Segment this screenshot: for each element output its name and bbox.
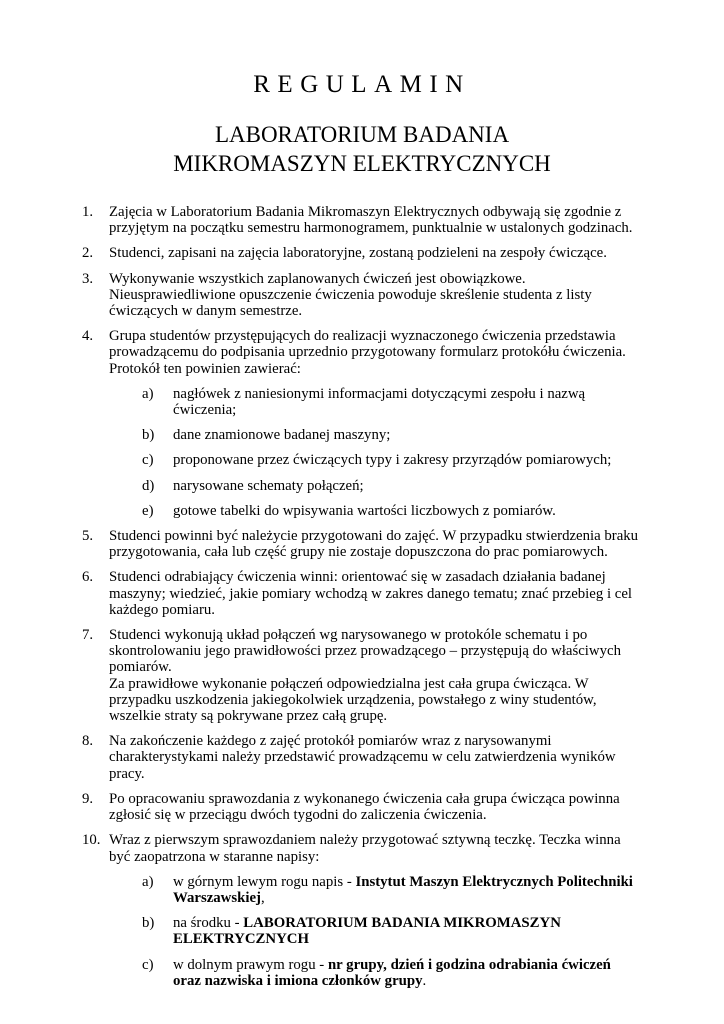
rule-number: 4. bbox=[82, 328, 94, 345]
rule-extra-text: Za prawidłowe wykonanie połączeń odpowiedzialna jest cała grupa ćwicząca. W przypadku uszkodzenia jakiegokolwiek urządzenia, powstałego z winy studentów, wszelkie straty są pokrywane przez całą grupę. bbox=[109, 675, 597, 725]
sub-list-item bbox=[109, 386, 642, 418]
sub-item-text: proponowane przez ćwiczących typy i zakresy przyrządów pomiarowych; bbox=[173, 452, 612, 469]
sub-item-text: dane znamionowe badanej maszyny; bbox=[173, 427, 391, 444]
rule-text: Zajęcia w Laboratorium Badania Mikromaszyn Elektrycznych odbywają się zgodnie z przyjętym na początku semestru harmonogramem, punktualnie w ustalonych godzinach. bbox=[109, 204, 633, 237]
rule-text: Po opracowaniu sprawozdania z wykonanego ćwiczenia cała grupa ćwicząca powinna zgłosić się w przeciągu dwóch tygodni do zaliczenia ćwiczenia. bbox=[109, 790, 620, 824]
sub-list-item bbox=[109, 915, 642, 947]
rule-item bbox=[82, 204, 642, 236]
sub-item-letter: c) bbox=[142, 956, 154, 973]
rules-list bbox=[82, 204, 642, 998]
rule-item bbox=[82, 271, 642, 320]
rule-text: Na zakończenie każdego z zajęć protokół pomiarów wraz z narysowanymi charakterystykami należy przedstawić prowadzącemu w celu zatwierdzenia wyników pracy. bbox=[109, 733, 616, 782]
protocol-contents-list bbox=[109, 386, 642, 519]
sub-item-letter: b) bbox=[142, 915, 155, 932]
sub-list-item bbox=[109, 503, 642, 519]
rule-item bbox=[82, 528, 642, 560]
document-title: REGULAMIN bbox=[253, 71, 471, 98]
sub-item-text: na środku - bbox=[173, 915, 244, 932]
rule-item bbox=[82, 245, 642, 261]
rule-text: Studenci odrabiający ćwiczenia winni: orientować się w zasadach działania badanej maszyny; wiedzieć, jakie pomiary wchodzą w zakres danego tematu; znać przebieg i cel każdego pomiaru. bbox=[109, 569, 632, 618]
rule-number: 8. bbox=[82, 733, 94, 750]
sub-list-item bbox=[109, 957, 642, 989]
rule-text: Studenci, zapisani na zajęcia laboratoryjne, zostaną podzieleni na zespoły ćwiczące. bbox=[109, 245, 607, 262]
sub-item-text: w dolnym prawym rogu - bbox=[173, 956, 328, 973]
rule-item bbox=[82, 832, 642, 989]
sub-item-bold-text: Instytut Maszyn Elektrycznych Politechniki Warszawskiej bbox=[173, 873, 633, 906]
document-subtitle bbox=[0, 120, 724, 178]
rule-item bbox=[82, 627, 642, 724]
sub-item-letter: a) bbox=[142, 385, 154, 402]
sub-item-text: w górnym lewym rogu napis - bbox=[173, 873, 356, 890]
rule-number: 3. bbox=[82, 270, 94, 287]
sub-item-text: gotowe tabelki do wpisywania wartości liczbowych z pomiarów. bbox=[173, 502, 556, 519]
rule-number: 1. bbox=[82, 204, 94, 220]
rule-item bbox=[82, 328, 642, 519]
rule-text: Studenci powinni być należycie przygotowani do zajęć. W przypadku stwierdzenia braku przygotowania, cała lub część grupy nie zostaje dopuszczona do prac pomiarowych. bbox=[109, 528, 639, 561]
sub-item-trailing: . bbox=[422, 972, 427, 989]
sub-item-letter: e) bbox=[142, 502, 154, 519]
sub-item-letter: c) bbox=[142, 452, 154, 469]
rule-number: 7. bbox=[82, 627, 94, 644]
sub-list-item bbox=[109, 874, 642, 906]
subtitle-line-1: LABORATORIUM BADANIA bbox=[214, 122, 510, 147]
folder-labels-list bbox=[109, 874, 642, 989]
sub-item-letter: a) bbox=[142, 873, 154, 890]
sub-list-item bbox=[109, 452, 642, 468]
rule-item bbox=[82, 569, 642, 618]
sub-item-letter: b) bbox=[142, 427, 155, 444]
sub-item-bold-text: LABORATORIUM BADANIA MIKROMASZYN ELEKTRYCZNYCH bbox=[173, 915, 561, 948]
rule-text: Wraz z pierwszym sprawozdaniem należy przygotować sztywną teczkę. Teczka winna być zaopatrzona w staranne napisy: bbox=[109, 832, 621, 865]
subtitle-line-2: MIKROMASZYN ELEKTRYCZNYCH bbox=[173, 151, 551, 176]
sub-list-item bbox=[109, 427, 642, 443]
sub-item-text: narysowane schematy połączeń; bbox=[173, 477, 364, 494]
sub-list-item bbox=[109, 478, 642, 494]
sub-item-text: nagłówek z naniesionymi informacjami dotyczącymi zespołu i nazwą ćwiczenia; bbox=[173, 385, 586, 419]
rule-text: Wykonywanie wszystkich zaplanowanych ćwiczeń jest obowiązkowe. Nieusprawiedliwione opuszczenie ćwiczenia powoduje skreślenie studenta z listy ćwiczących w danym semestrze. bbox=[109, 270, 592, 320]
rule-number: 6. bbox=[82, 569, 94, 586]
sub-item-bold-text: nr grupy, dzień i godzina odrabiania ćwiczeń oraz nazwiska i imiona członków grupy bbox=[173, 956, 611, 989]
rule-text: Grupa studentów przystępujących do realizacji wyznaczonego ćwiczenia przedstawia prowadzącemu do podpisania uprzednio przygotowany formularz protokółu ćwiczenia. Protokół ten powinien zawierać: bbox=[109, 328, 626, 377]
rule-item bbox=[82, 791, 642, 823]
rule-text: Studenci wykonują układ połączeń wg narysowanego w protokóle schematu i po skontrolowaniu jego prawidłowości przez prowadzącego – przystępują do właściwych pomiarów. bbox=[109, 627, 621, 676]
rule-item bbox=[82, 733, 642, 782]
rule-number: 9. bbox=[82, 790, 94, 807]
rule-number: 2. bbox=[82, 245, 94, 262]
sub-item-letter: d) bbox=[142, 477, 155, 494]
rule-number: 10. bbox=[82, 832, 101, 849]
sub-item-trailing: , bbox=[260, 889, 265, 906]
rule-number: 5. bbox=[82, 528, 94, 545]
